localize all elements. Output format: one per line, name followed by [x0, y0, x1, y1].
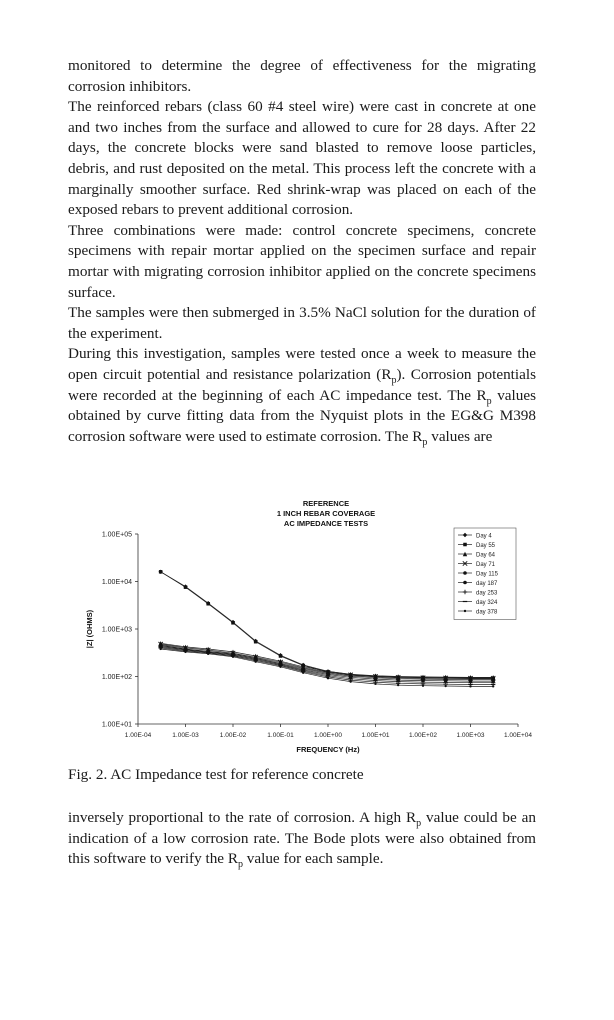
data-point — [463, 543, 467, 547]
data-series — [158, 570, 495, 680]
data-point — [279, 654, 283, 658]
data-point — [349, 680, 351, 682]
chart-title-line: REFERENCE — [302, 499, 350, 508]
x-axis-label: FREQUENCY (Hz) — [296, 745, 360, 754]
chart-title-line: AC IMPEDANCE TESTS — [283, 519, 369, 528]
legend-label: day 324 — [476, 599, 498, 606]
data-point — [464, 610, 466, 612]
series-line — [161, 648, 494, 685]
paragraph-3: Three combinations were made: control concrete specimens, concrete specimens with repair mortar applied on the specimen surface and repair mortar with migrating corrosion inhibitor applied on the concrete specimens surface. — [68, 221, 536, 301]
paragraph-6-part-b: value could be an indication of a low corrosion rate. The Bode plots were also obtained from this software to verify the R — [68, 809, 536, 868]
legend-label: Day 4 — [476, 533, 492, 540]
data-point — [444, 685, 446, 687]
paragraph-5-part-d: values are — [427, 427, 493, 445]
paragraph-6-part-c: value for each sample. — [242, 850, 384, 868]
paragraph-1: monitored to determine the degree of effectiveness for the migrating corrosion inhibitors. — [68, 57, 536, 95]
rp-subscript: p — [391, 374, 397, 386]
data-point — [463, 581, 467, 585]
legend-label: day 378 — [476, 609, 498, 616]
rp-subscript: p — [416, 818, 422, 830]
paragraph-4: The samples were then submerged in 3.5% NaCl solution for the duration of the experiment. — [68, 304, 536, 342]
x-tick-label: 1.00E-02 — [219, 732, 247, 739]
legend-label: Day 64 — [476, 552, 496, 559]
legend-label: Day 71 — [476, 561, 496, 568]
data-point — [279, 666, 281, 668]
x-tick-label: 1.00E+01 — [361, 732, 390, 739]
data-point — [254, 660, 256, 662]
y-tick-label: 1.00E+04 — [101, 579, 132, 586]
data-point — [463, 571, 467, 575]
series-line — [161, 572, 494, 678]
y-axis-label: |Z| (OHMS) — [85, 609, 94, 649]
chart-legend — [454, 528, 516, 620]
data-point — [469, 685, 471, 687]
rp-subscript: p — [422, 436, 428, 448]
series-line — [161, 572, 494, 679]
y-tick-label: 1.00E+03 — [101, 626, 132, 634]
legend-label: day 253 — [476, 590, 498, 597]
legend-label: Day 115 — [476, 571, 498, 578]
paragraph-2: The reinforced rebars (class 60 #4 steel wire) were cast in concrete at one and two inches from the surface and allowed to cure for 28 days. After 22 days, the concrete blocks were sand blasted to remove loose particles, debris, and rust deposited on the metal. This process left the concrete with a marginally smoother surface. Red shrink-wrap was placed on each of the exposed rebars to prevent additional corrosion. — [68, 98, 536, 219]
y-tick-label: 1.00E+01 — [101, 721, 132, 729]
data-point — [254, 640, 258, 644]
paragraph-5-part-a: During this investigation, samples were tested once a week to measure the open circuit potential and resistance polarization (R — [68, 345, 536, 383]
page-body — [68, 56, 536, 447]
data-point — [327, 677, 329, 679]
chart-plot-area — [158, 570, 495, 688]
rp-subscript: p — [237, 859, 243, 871]
chart-title-line: 1 INCH REBAR COVERAGE — [276, 509, 376, 518]
paragraph-5-part-c: values obtained by curve fitting data from the Nyquist plots in the EG&G M398 corrosion software were used to estimate corrosion. The R — [68, 386, 536, 445]
x-tick-label: 1.00E+03 — [456, 732, 485, 739]
paragraph-5-part-b: ). Corrosion potentials were recorded at the beginning of each AC impedance test. The R — [68, 365, 536, 404]
data-series — [159, 570, 495, 680]
data-point — [159, 648, 161, 650]
y-tick-label: 1.00E+05 — [101, 531, 132, 539]
data-point — [184, 585, 188, 589]
rp-subscript: p — [486, 395, 492, 407]
data-point — [231, 621, 235, 625]
paragraph-6 — [68, 808, 536, 870]
legend-label: day 187 — [476, 580, 498, 587]
y-tick-label: 1.00E+02 — [101, 674, 132, 681]
data-point — [232, 656, 234, 658]
impedance-chart — [68, 494, 540, 769]
paragraph-6-part-a: inversely proportional to the rate of corrosion. A high R — [68, 809, 417, 826]
data-point — [206, 602, 210, 606]
x-tick-label: 1.00E+02 — [408, 732, 438, 739]
legend-label: Day 55 — [476, 542, 496, 549]
chart-title — [277, 499, 375, 528]
data-point — [159, 570, 163, 574]
paragraph-5 — [68, 344, 536, 447]
x-tick-label: 1.00E-04 — [124, 732, 152, 739]
data-point — [374, 683, 376, 685]
x-tick-label: 1.00E+04 — [503, 732, 533, 739]
data-point — [184, 651, 186, 653]
impedance-figure — [68, 494, 540, 769]
data-point — [492, 685, 494, 687]
x-tick-label: 1.00E-01 — [267, 732, 294, 739]
x-tick-label: 1.00E-03 — [172, 732, 199, 739]
x-tick-label: 1.00E+00 — [313, 732, 343, 739]
data-point — [422, 685, 424, 687]
page-body-continued — [68, 808, 536, 870]
data-point — [302, 672, 304, 674]
figure-caption: Fig. 2. AC Impedance test for reference concrete — [68, 766, 364, 783]
data-point — [397, 684, 399, 686]
data-point — [207, 653, 209, 655]
